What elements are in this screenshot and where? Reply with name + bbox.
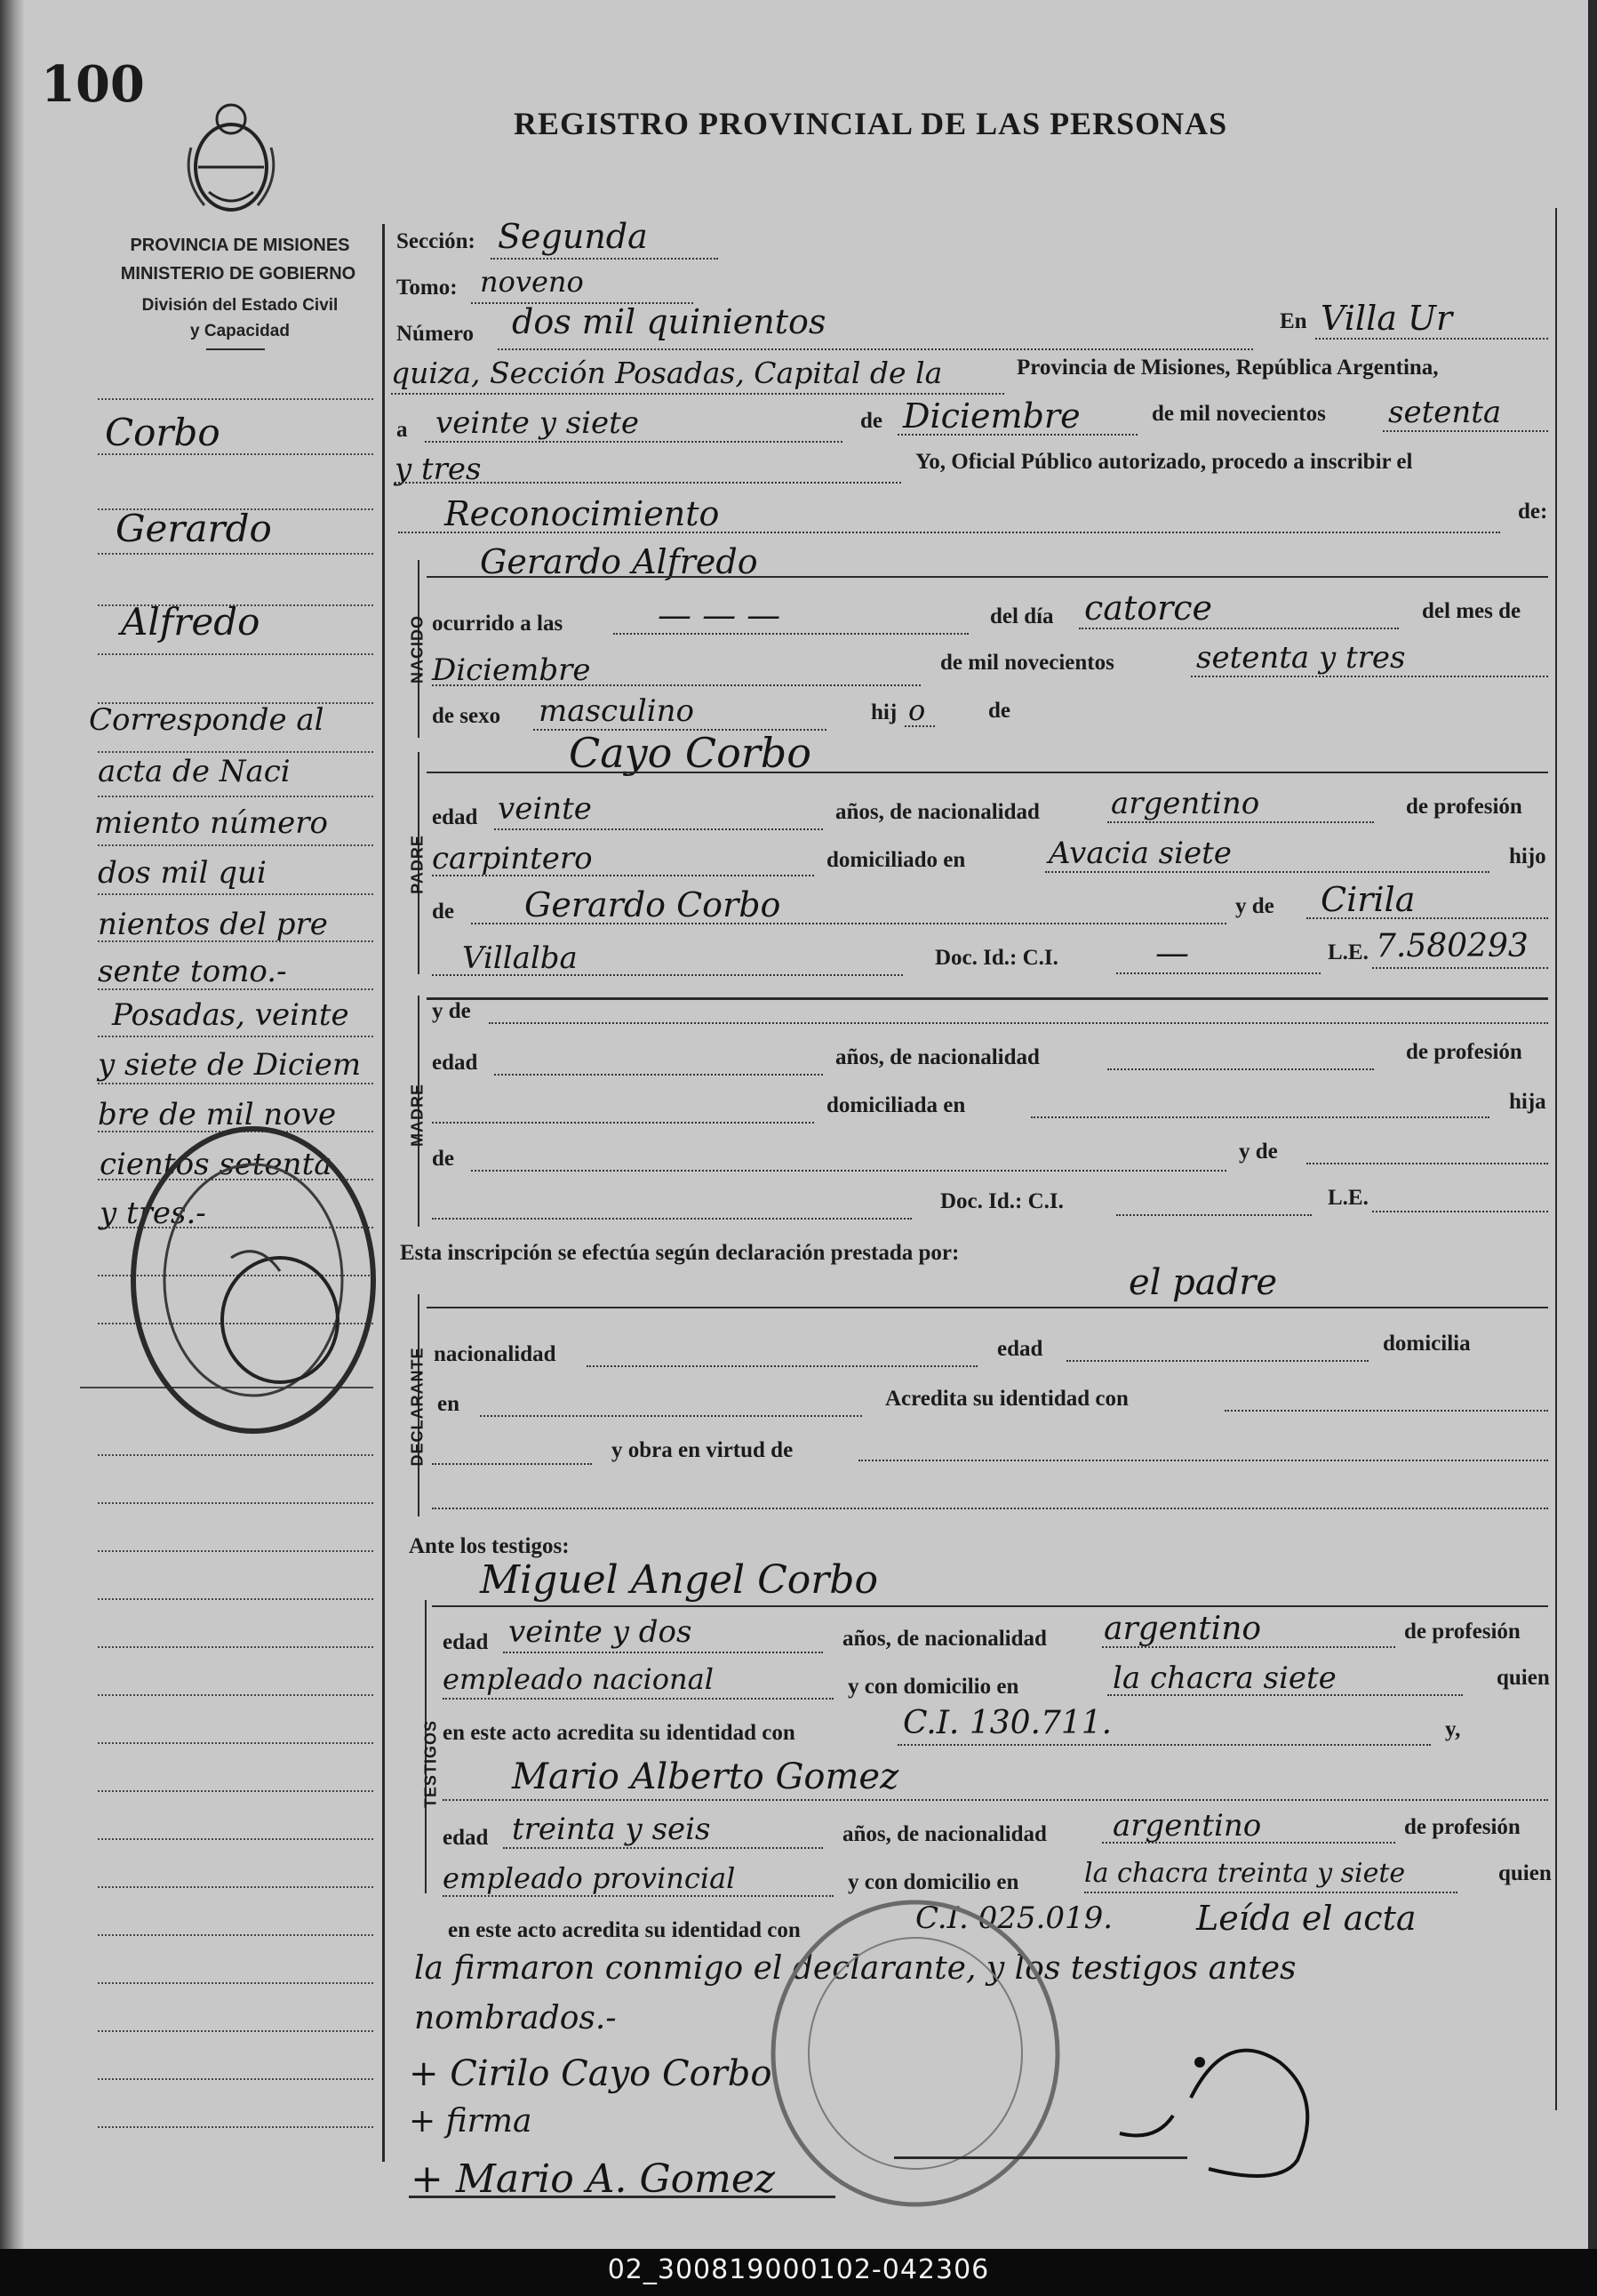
margin-divider [382, 224, 385, 2162]
padre-edad-label: edad [432, 805, 478, 829]
testigo-2-edad-label: edad [443, 1826, 489, 1850]
padre-name: Cayo Corbo [569, 729, 811, 777]
binding-edge [0, 0, 25, 2249]
tomo-label: Tomo: [396, 276, 458, 300]
day-value: veinte y siete [435, 405, 639, 441]
en-label: En [1280, 309, 1307, 333]
numero-label: Número [396, 322, 475, 346]
sexo-value: masculino [539, 693, 695, 729]
padre-mother-value: Cirila [1321, 880, 1416, 919]
margin-note-2: acta de Naci [98, 754, 291, 789]
margin-note-5: nientos del pre [98, 907, 328, 942]
signature-1: + Cirilo Cayo Corbo [409, 2053, 772, 2094]
testigo-1-quien: quien [1497, 1666, 1550, 1690]
a-label: a [396, 418, 408, 442]
padre-edad-value: veinte [498, 791, 592, 827]
declarante-top-rule [427, 1307, 1548, 1308]
margin-note-9: bre de mil nove [98, 1097, 337, 1132]
madre-top-rule [427, 997, 1548, 1000]
declarante-edad-label: edad [997, 1337, 1043, 1361]
testigo-1-dom: la chacra siete [1113, 1660, 1337, 1696]
madre-hija-label: hija [1509, 1090, 1546, 1114]
mes-label: del mes de [1422, 599, 1521, 623]
hijo-value: o [908, 693, 926, 727]
page-number: 100 [41, 55, 145, 114]
testigo-2-name: Mario Alberto Gomez [512, 1756, 899, 1797]
de-colon: de: [1518, 500, 1548, 524]
testigos-top-rule [432, 1605, 1548, 1607]
dia-label: del día [990, 604, 1054, 628]
declarante-dom-label: domicilia [1383, 1332, 1471, 1356]
tomo-value: noveno [480, 265, 584, 299]
madre-yde-label: y de [432, 999, 471, 1023]
margin-name-1: Gerardo [116, 507, 272, 550]
madre-nac-label: años, de nacionalidad [835, 1045, 1040, 1069]
testigo-2-nac-label: años, de nacionalidad [842, 1822, 1047, 1846]
ocurrido-value: — — — [658, 596, 781, 635]
testigo-2-nac: argentino [1113, 1808, 1262, 1844]
testigo-2-dom-label: y con domicilio en [848, 1870, 1019, 1894]
testigo-2-dom: la chacra treinta y siete [1084, 1858, 1406, 1889]
de-label: de [860, 409, 882, 433]
margin-note-4: dos mil qui [98, 855, 267, 891]
nacido-de-label: de [988, 699, 1010, 723]
official-stamp-icon [124, 1116, 382, 1444]
testigo-1-nac: argentino [1104, 1611, 1262, 1647]
testigo-1-y: y, [1445, 1717, 1461, 1741]
padre-yde-label: y de [1235, 894, 1274, 918]
office-line-3: División del Estado Civil [141, 296, 339, 315]
margin-surname: Corbo [105, 411, 220, 454]
signature-3: + Mario A. Gomez [411, 2156, 776, 2202]
testigo-1-edad-label: edad [443, 1630, 489, 1654]
testigo-1-dom-label: y con domicilio en [848, 1675, 1019, 1699]
madre-prof-label: de profesión [1406, 1040, 1522, 1064]
madre-edad-label: edad [432, 1051, 478, 1075]
declarante-by-value: el padre [1129, 1262, 1278, 1303]
hijo-label: hij [871, 700, 898, 724]
testigos-intro: Ante los testigos: [409, 1534, 570, 1558]
margin-note-8: y siete de Diciem [98, 1047, 362, 1083]
month-value: Diciembre [903, 396, 1081, 436]
declarante-obra-label: y obra en virtud de [611, 1438, 794, 1462]
madre-dom-label: domiciliada en [826, 1093, 966, 1117]
testigo-1-prof: empleado nacional [443, 1662, 714, 1696]
padre-le-value: 7.580293 [1376, 928, 1529, 964]
en-value: Villa Ur [1321, 299, 1453, 338]
padre-mother-value-2: Villalba [462, 940, 578, 976]
padre-doc-value: — [1155, 933, 1189, 972]
padre-prof-label: de profesión [1406, 795, 1522, 819]
padre-father-value: Gerardo Corbo [524, 885, 781, 924]
testigos-section-label: TESTIGOS [421, 1720, 440, 1809]
padre-section-label: PADRE [408, 835, 427, 894]
image-identifier: 02_300819000102-042306 [607, 2254, 990, 2285]
testigo-1-doc: C.I. 130.711. [903, 1705, 1113, 1741]
office-line-1: PROVINCIA DE MISIONES [130, 236, 350, 255]
declarante-nac-label: nacionalidad [434, 1342, 556, 1366]
padre-name-line [427, 772, 1548, 773]
testigo-1-prof-label: de profesión [1404, 1620, 1521, 1644]
signature-2: + firma [409, 2103, 532, 2140]
padre-nac-label: años, de nacionalidad [835, 800, 1040, 824]
testigo-2-prof-label: de profesión [1404, 1815, 1521, 1839]
padre-de-label: de [432, 900, 454, 924]
testigo-2-prof: empleado provincial [443, 1861, 736, 1895]
office-line-2: MINISTERIO DE GOBIERNO [120, 264, 356, 284]
province-text: Provincia de Misiones, República Argentina, [1017, 356, 1439, 380]
nacido-section-label: NACIDO [408, 615, 427, 684]
anio-value: setenta y tres [1196, 640, 1406, 676]
office-underline [206, 348, 265, 350]
declarante-en-label: en [437, 1392, 459, 1416]
officer-signature-line [894, 2156, 1187, 2159]
margin-note-11: y tres.- [100, 1196, 206, 1231]
margin-name-2: Alfredo [121, 600, 260, 644]
margin-note-7: Posadas, veinte [112, 997, 349, 1033]
padre-le-label: L.E. [1328, 940, 1369, 964]
testigo-2-acredita-label: en este acto acredita su identidad con [448, 1918, 801, 1942]
official-text: Yo, Oficial Público autorizado, procedo a inscribir el [915, 450, 1413, 474]
act-value: Reconocimiento [444, 494, 720, 533]
page-title: REGISTRO PROVINCIAL DE LAS PERSONAS [514, 106, 1228, 141]
padre-prof-value: carpintero [432, 841, 593, 876]
declarante-acredita-label: Acredita su identidad con [885, 1387, 1129, 1411]
testigo-1-acredita-label: en este acto acredita su identidad con [443, 1721, 795, 1745]
closing-line-3: nombrados.- [414, 2000, 617, 2036]
closing-line-1: Leída el acta [1196, 1899, 1417, 1938]
mes-value: Diciembre [432, 652, 591, 688]
madre-de-label: de [432, 1147, 454, 1171]
officer-seal-icon [764, 1893, 1066, 2213]
margin-note-6: sente tomo.- [98, 954, 287, 989]
year-text: de mil novecientos [1152, 402, 1326, 426]
dia-value: catorce [1084, 588, 1213, 628]
nacido-name: Gerardo Alfredo [480, 542, 758, 581]
margin-note-1: Corresponde al [89, 702, 324, 738]
padre-dom-label: domiciliado en [826, 848, 966, 872]
closing-line-2: la firmaron conmigo el declarante, y los testigos antes [414, 1950, 1297, 1987]
madre-le-label: L.E. [1328, 1186, 1369, 1210]
officer-signature-icon [1102, 2009, 1351, 2187]
padre-nac-value: argentino [1111, 786, 1260, 821]
margin-note-10: cientos setenta [100, 1147, 332, 1182]
padre-doc-label: Doc. Id.: C.I. [935, 946, 1058, 970]
testigo-1-edad: veinte y dos [508, 1614, 692, 1650]
testigo-2-doc: C.I. 025.019. [915, 1900, 1114, 1936]
nacido-name-line [427, 576, 1548, 578]
testigo-2-edad: treinta y seis [512, 1812, 711, 1847]
year-value-2: y tres [395, 452, 482, 487]
coat-of-arms-icon [182, 94, 280, 219]
sexo-label: de sexo [432, 704, 501, 728]
padre-hijo-label: hijo [1509, 844, 1546, 868]
testigo-1-name: Miguel Angel Corbo [480, 1557, 878, 1603]
office-line-4: y Capacidad [190, 322, 290, 340]
ocurrido-label: ocurrido a las [432, 612, 563, 636]
numero-value: dos mil quinientos [512, 302, 826, 341]
declarante-intro: Esta inscripción se efectúa según declaración prestada por: [400, 1241, 960, 1265]
testigo-2-quien: quien [1498, 1861, 1552, 1885]
margin-note-3: miento número [94, 805, 328, 841]
declarante-section-label: DECLARANTE [408, 1347, 427, 1467]
anio-label: de mil novecientos [940, 651, 1114, 675]
year-value: setenta [1388, 395, 1502, 430]
testigo-1-nac-label: años, de nacionalidad [842, 1627, 1047, 1651]
madre-doc-label: Doc. Id.: C.I. [940, 1189, 1064, 1213]
right-border [1555, 208, 1557, 2110]
madre-yde2-label: y de [1239, 1140, 1278, 1164]
seccion-value: Segunda [498, 217, 648, 256]
padre-dom-value: Avacia siete [1049, 836, 1232, 871]
madre-section-label: MADRE [408, 1084, 427, 1147]
place-value: quiza, Sección Posadas, Capital de la [391, 356, 943, 390]
seccion-label: Sección: [396, 229, 475, 253]
